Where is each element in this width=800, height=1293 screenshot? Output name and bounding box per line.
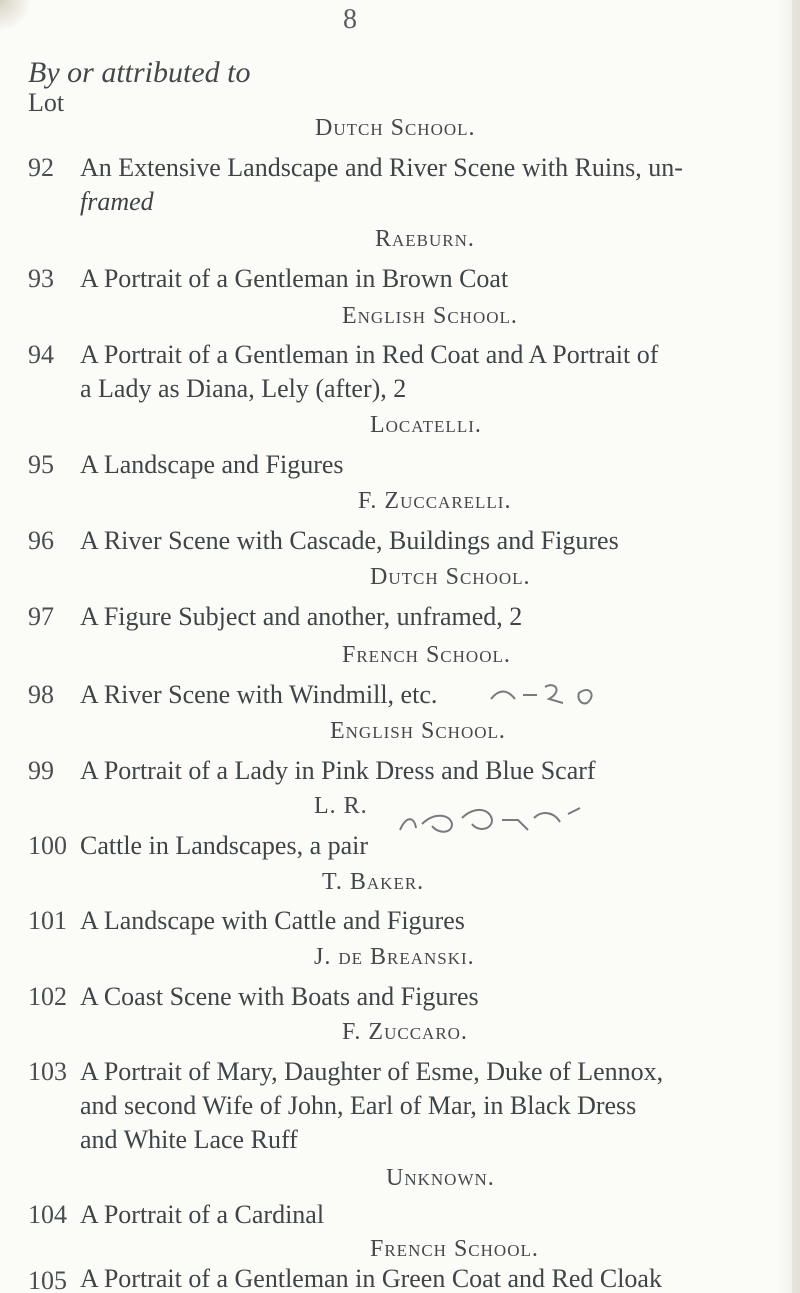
lot-number-102: 102 — [28, 982, 67, 1011]
description-line: A Portrait of a Lady in Pink Dress and Blue Scarf — [80, 756, 596, 785]
attribution-95: Locatelli. — [370, 412, 482, 438]
lot-description-103 — [80, 1055, 663, 1157]
description-line: A River Scene with Cascade, Buildings and Figures — [80, 526, 619, 555]
attribution-104: Unknown. — [386, 1165, 495, 1191]
attribution-94: English School. — [342, 303, 518, 329]
lot-description-104 — [80, 1198, 324, 1232]
lot-number-104: 104 — [28, 1200, 67, 1229]
paper-corner-shading — [0, 0, 32, 32]
lot-description-95 — [80, 448, 344, 482]
lot-number-100: 100 — [28, 831, 67, 860]
lot-description-102 — [80, 980, 479, 1014]
description-line: A Figure Subject and another, unframed, 2 — [80, 602, 523, 631]
attribution-92: Dutch School. — [315, 115, 476, 141]
lot-description-93 — [80, 262, 508, 296]
handwritten-buyer-annotation — [392, 790, 587, 850]
lot-description-96 — [80, 524, 619, 558]
description-line: A Portrait of a Gentleman in Red Coat and A Portrait of — [80, 340, 659, 369]
lot-description-98 — [80, 678, 437, 712]
lot-description-105 — [80, 1262, 662, 1293]
lot-number-105: 105 — [28, 1266, 67, 1293]
attribution-101: T. Baker. — [322, 869, 425, 895]
attribution-99: English School. — [330, 718, 506, 744]
description-line: A Portrait of Mary, Daughter of Esme, Duke of Lennox, — [80, 1057, 664, 1086]
attribution-97: Dutch School. — [370, 564, 531, 590]
attribution-105: French School. — [370, 1236, 539, 1262]
description-line: and White Lace Ruff — [80, 1125, 298, 1154]
lot-number-94: 94 — [28, 340, 54, 369]
handwritten-price-annotation — [487, 677, 607, 711]
description-line: A Landscape with Cattle and Figures — [80, 906, 465, 935]
lot-number-99: 99 — [28, 756, 54, 785]
lot-number-95: 95 — [28, 450, 54, 479]
description-line: A Portrait of a Gentleman in Green Coat and Red Cloak — [80, 1264, 662, 1293]
description-line: A River Scene with Windmill, etc. — [80, 680, 438, 709]
lot-description-92 — [80, 151, 683, 219]
lot-number-103: 103 — [28, 1057, 67, 1086]
attribution-93: Raeburn. — [375, 226, 475, 252]
lot-number-96: 96 — [28, 526, 54, 555]
attribution-98: French School. — [342, 642, 511, 668]
attribution-102: J. de Breanski. — [314, 944, 475, 970]
page-number: 8 — [343, 4, 357, 35]
lot-description-94 — [80, 338, 658, 406]
lot-number-98: 98 — [28, 680, 54, 709]
description-line: Cattle in Landscapes, a pair — [80, 831, 369, 860]
description-line: An Extensive Landscape and River Scene with Ruins, un- — [80, 153, 683, 182]
lot-number-97: 97 — [28, 602, 54, 631]
lot-description-100 — [80, 829, 368, 863]
lot-description-99 — [80, 754, 596, 788]
lot-number-92: 92 — [28, 153, 54, 182]
attribution-103: F. Zuccaro. — [342, 1019, 468, 1045]
description-line: A Landscape and Figures — [80, 450, 344, 479]
running-head: By or attributed to — [28, 56, 251, 89]
description-line: and second Wife of John, Earl of Mar, in Black Dress — [80, 1091, 637, 1120]
lot-column-label: Lot — [28, 88, 65, 117]
attribution-100: L. R. — [314, 793, 368, 819]
description-line: A Portrait of a Gentleman in Brown Coat — [80, 264, 509, 293]
description-line: A Coast Scene with Boats and Figures — [80, 982, 479, 1011]
attribution-96: F. Zuccarelli. — [358, 488, 512, 514]
description-line: framed — [80, 187, 154, 216]
page-edge-stain — [792, 0, 800, 1293]
lot-number-93: 93 — [28, 264, 54, 293]
lot-description-101 — [80, 904, 465, 938]
lot-description-97 — [80, 600, 522, 634]
description-line: A Portrait of a Cardinal — [80, 1200, 325, 1229]
lot-number-101: 101 — [28, 906, 67, 935]
description-line: a Lady as Diana, Lely (after), 2 — [80, 374, 407, 403]
